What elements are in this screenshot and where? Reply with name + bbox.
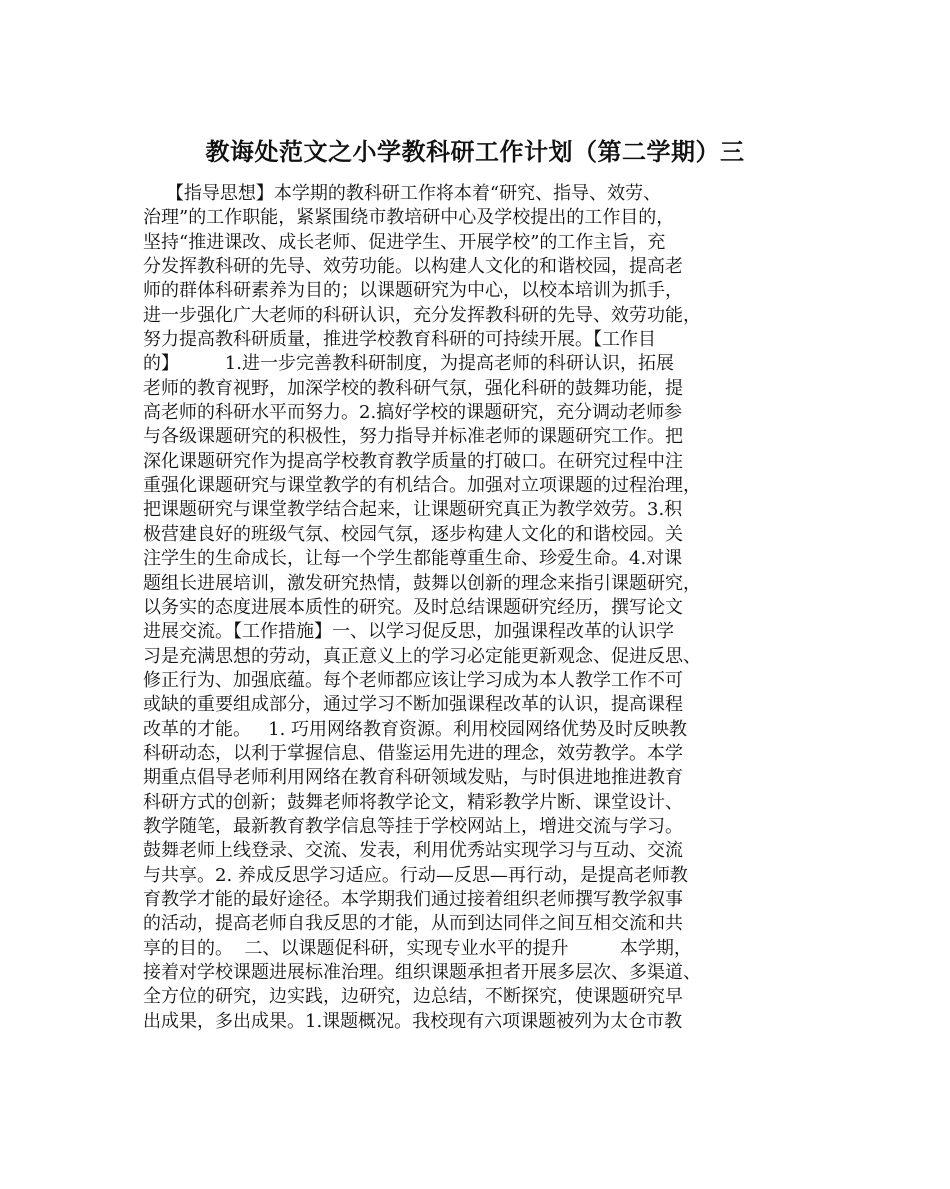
body-text-line: 习是充满思想的劳动，真正意义上的学习必定能更新观念、促进反思、 <box>143 645 701 667</box>
body-text-line: 分发挥教科研的先导、效劳功能。以构建人文化的和谐校园，提高老 <box>143 256 683 278</box>
body-text-line: 题组长进展培训，激发研究热情，鼓舞以创新的理念来指引课题研究， <box>143 572 701 594</box>
body-text-line: 以务实的态度进展本质性的研究。及时总结课题研究经历，撰写论文 <box>143 596 683 618</box>
body-text-line: 努力提高教科研质量，推进学校教育科研的可持续开展。【工作目 <box>143 329 656 351</box>
body-text-line: 极营建良好的班级气氛、校园气氛，逐步构建人文化的和谐校园。关 <box>143 523 683 545</box>
body-text-line: 把课题研究与课堂教学结合起来，让课题研究真正为教学效劳。3.积 <box>143 499 683 521</box>
body-text-line: 【指导思想】本学期的教科研工作将本着“研究、指导、效劳、 <box>143 183 662 204</box>
document-title: 教诲处范文之小学教科研工作计划（第二学期）三 <box>205 138 745 166</box>
body-text-line: 接着对学校课题进展标准治理。组织课题承担者开展多层次、多渠道、 <box>143 962 701 983</box>
body-text-line: 注学生的生命成长，让每一个学生都能尊重生命、珍爱生命。4.对课 <box>143 548 683 570</box>
body-text-line: 与各级课题研究的积极性，努力指导并标准老师的课题研究工作。把 <box>143 426 683 448</box>
body-text-line: 与共享。2. 养成反思学习适应。行动—反思—再行动，是提高老师教 <box>143 864 688 886</box>
body-text-line: 教学随笔，最新教育教学信息等挂于学校网站上，增进交流与学习。 <box>143 815 683 837</box>
body-text-line: 科研方式的创新；鼓舞老师将教学论文，精彩教学片断、课堂设计、 <box>143 791 683 813</box>
body-text-line: 治理”的工作职能，紧紧围绕市教培研中心及学校提出的工作目的， <box>143 207 675 229</box>
body-text-line: 高老师的科研水平而努力。2.搞好学校的课题研究，充分调动老师参 <box>143 402 683 424</box>
body-text-line: 改革的才能。 1. 巧用网络教育资源。利用校园网络优势及时反映教 <box>143 718 688 740</box>
body-text-line: 科研动态，以利于掌握信息、借鉴运用先进的理念，效劳教学。本学 <box>143 742 683 764</box>
body-text-line: 育教学才能的最好途径。本学期我们通过接着组织老师撰写教学叙事 <box>143 888 683 910</box>
body-text-line: 师的群体科研素养为目的；以课题研究为中心，以校本培训为抓手， <box>143 280 683 302</box>
body-text-line: 进展交流。【工作措施】一、以学习促反思，加强课程改革的认识学 <box>143 621 674 643</box>
body-text-line: 或缺的重要组成部分，通过学习不断加强课程改革的认识，提高课程 <box>143 694 683 716</box>
body-text-line: 享的目的。 二、以课题促科研，实现专业水平的提升 本学期， <box>143 937 692 959</box>
body-text-line: 修正行为、加强底蕴。每个老师都应该让学习成为本人教学工作不可 <box>143 669 683 691</box>
body-text-line: 期重点倡导老师利用网络在教育科研领域发贴，与时俱进地推进教育 <box>143 767 683 789</box>
body-text-line: 的活动，提高老师自我反思的才能，从而到达同伴之间互相交流和共 <box>143 913 683 935</box>
body-text-line: 全方位的研究，边实践，边研究，边总结，不断探究，使课题研究早 <box>143 986 683 1008</box>
body-text-line: 重强化课题研究与课堂教学的有机结合。加强对立项课题的过程治理， <box>143 475 701 497</box>
body-text-line: 出成果，多出成果。1.课题概况。我校现有六项课题被列为太仓市教 <box>143 1010 683 1032</box>
body-text-line: 的】 1.进一步完善教科研制度，为提高老师的科研认识，拓展 <box>143 353 674 375</box>
body-text-line: 坚持“推进课改、成长老师、促进学生、开展学校”的工作主旨，充 <box>143 231 666 253</box>
document-body <box>143 182 823 1034</box>
body-text-line: 深化课题研究作为提高学校教育教学质量的打破口。在研究过程中注 <box>143 450 683 472</box>
body-text-line: 鼓舞老师上线登录、交流、发表，利用优秀站实现学习与互动、交流 <box>143 840 683 862</box>
body-text-line: 进一步强化广大老师的科研认识，充分发挥教科研的先导、效劳功能， <box>143 304 701 326</box>
body-text-line: 老师的教育视野，加深学校的教科研气氛，强化科研的鼓舞功能，提 <box>143 377 683 399</box>
